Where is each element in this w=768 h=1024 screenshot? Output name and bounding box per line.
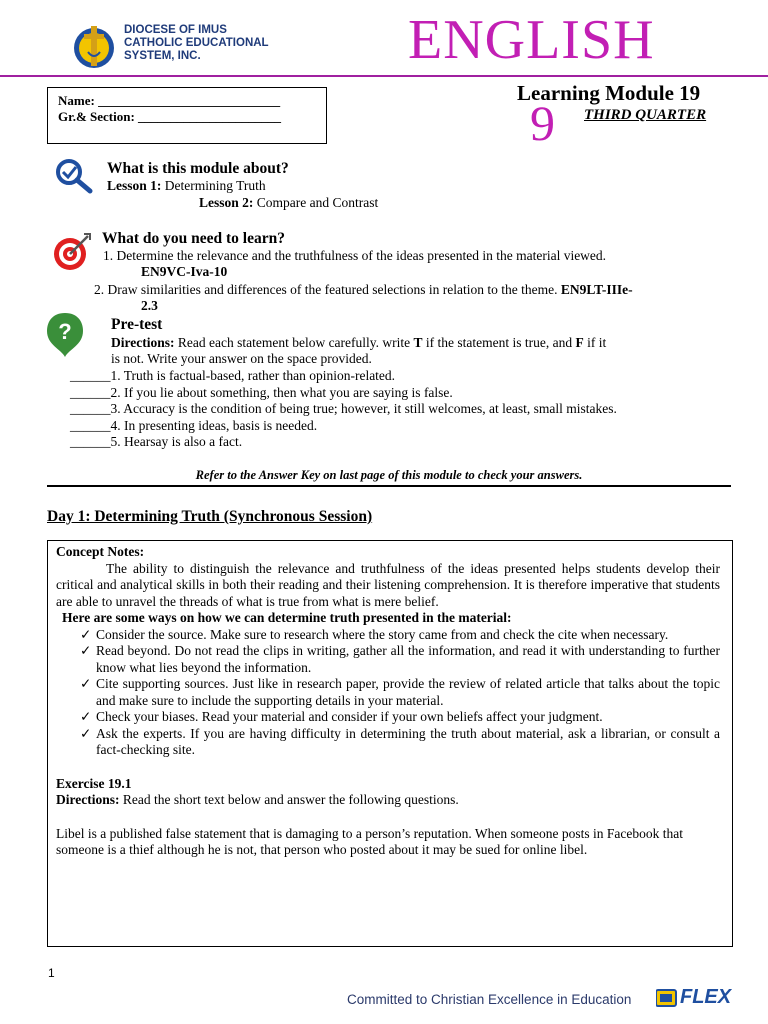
flex-logo [656,984,738,1014]
pretest-item[interactable]: ______4. In presenting ideas, basis is needed. [70,417,318,433]
objective-1: 1. Determine the relevance and the truthfulness of the ideas presented in the material viewed. [103,248,607,263]
day1-heading: Day 1: Determining Truth (Synchronous Session) [47,508,373,525]
objective-1-code: EN9VC-Iva-10 [141,264,228,279]
list-item: ✓ Consider the source. Make sure to research where the story came from and check the cite when necessary. [80,626,669,642]
question-mark-icon [45,311,85,359]
check-icon: ✓ [80,709,92,724]
list-item: ✓ Read beyond. Do not read the clips in writing, gather all the information, and read it with understanding to further know what lies beyond the information. [80,643,720,675]
pretest-item[interactable]: ______5. Hearsay is also a fact. [70,434,243,449]
name-field[interactable]: Name: ____________________________ [58,93,281,108]
pretest-items [70,368,617,451]
list-item: ✓ Check your biases. Read your material and consider if your own beliefs affect your judgment. [80,709,603,724]
ways-list [56,627,720,759]
magnifier-check-icon [54,158,96,194]
footer-tagline: Committed to Christian Excellence in Education [347,992,632,1007]
pretest-heading: Pre-test [111,316,163,333]
list-item: ✓ Cite supporting sources. Just like in research paper, provide the review of related article that talks about the topic and make sure to include the supporting details in your material. [80,676,720,708]
check-icon: ✓ [80,676,92,691]
check-icon: ✓ [80,725,92,741]
quarter-label: THIRD QUARTER [584,107,707,123]
flex-logo-text: FLEX [680,986,732,1008]
objective-2-code: 2.3 [141,298,158,313]
exercise-directions: Directions: Read the short text below and answer the following questions. [56,792,459,807]
target-icon [52,232,92,272]
section-divider [47,485,731,487]
exercise-passage: Libel is a published false statement that is damaging to a person’s reputation. When someone posts in Facebook that someone is a thief although he is not, that person who posted about it may be sued for online libel. [56,825,683,857]
diocese-logo [70,22,118,70]
concept-notes-box [47,540,733,947]
section-field[interactable]: Gr.& Section: ______________________ [58,109,282,124]
header-divider [0,75,768,77]
list-item: ✓ Ask the experts. If you are having difficulty in determining the truth about material, ask a librarian, or consult a fact-checking site. [80,725,720,757]
pretest-item[interactable]: ______2. If you lie about something, then what you are saying is false. [70,384,453,400]
check-icon: ✓ [80,643,92,658]
check-icon: ✓ [80,626,92,642]
svg-text:?: ? [58,319,72,344]
objective-2: 2. Draw similarities and differences of the featured selections in relation to the theme. EN9LT-IIIe- [94,282,633,297]
pretest-directions-line2: is not. Write your answer on the space provided. [111,351,372,366]
exercise-label: Exercise 19.1 [56,775,132,791]
learn-heading: What do you need to learn? [102,230,285,247]
concept-paragraph: The ability to distinguish the relevance and truthfulness of the ideas presented helps students develop their critical and analytical skills in both their reading and their listening comprehension. It is therefore imperative that students are able to unravel the threads of what is true from what is mere belief. [56,560,720,609]
pretest-item[interactable]: ______1. Truth is factual-based, rather than opinion-related. [70,368,396,383]
concept-label: Concept Notes: [56,544,145,559]
grade-number: 9 [530,95,555,151]
about-heading: What is this module about? [107,160,289,177]
subject-title: ENGLISH [408,9,655,71]
ways-heading: Here are some ways on how we can determine truth presented in the material: [62,610,512,625]
page-number: 1 [48,966,55,980]
module-title: Learning Module 19 [517,81,701,105]
lesson-1: Lesson 1: Determining Truth [107,178,266,193]
pretest-directions: Directions: Read each statement below carefully. write T if the statement is true, and F if it [111,335,607,350]
organization-name: DIOCESE OF IMUS CATHOLIC EDUCATIONAL SYSTEM, INC. [124,24,269,62]
answer-key-note: Refer to the Answer Key on last page of this module to check your answers. [195,468,583,482]
student-info-box [47,87,327,144]
lesson-2: Lesson 2: Compare and Contrast [199,195,379,210]
pretest-item[interactable]: ______3. Accuracy is the condition of being true; however, it still welcomes, at least, small mistakes. [70,401,617,416]
